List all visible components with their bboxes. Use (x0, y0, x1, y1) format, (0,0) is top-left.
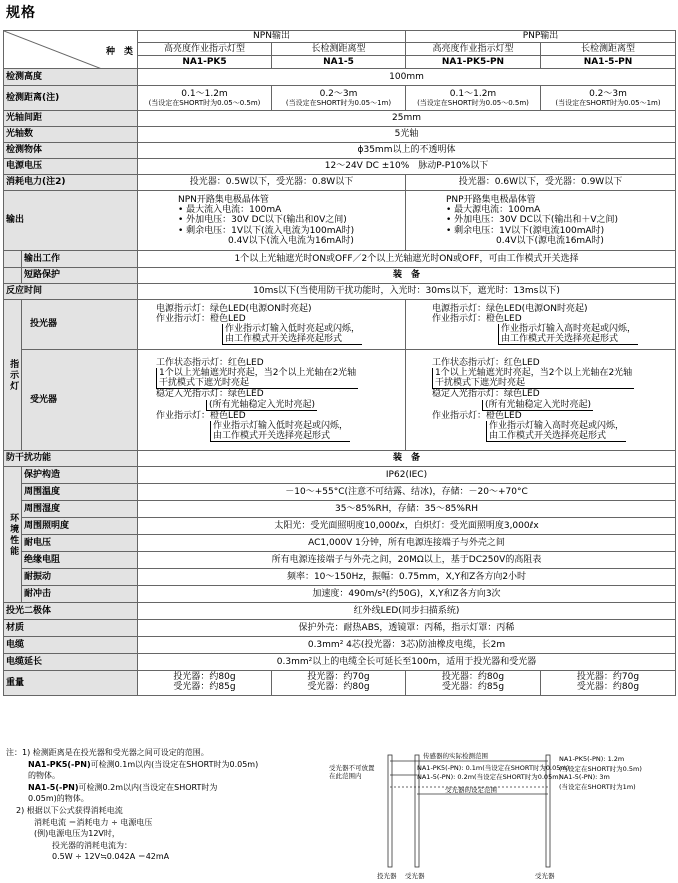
receiver-pnp: 工作状态指示灯：红色LED 1个以上光轴遮光时亮起，当2个以上光轴在2光轴 干扰模式下遮光时亮起 稳定入光指示灯：绿色LED (所有光轴稳定入光时亮起) 作业指示灯：橙色LED 作业指示灯输入高时亮起或闪烁， 由工作模式开关选择亮起形式 (406, 350, 676, 451)
type-long-1: 长检测距离型 (272, 43, 406, 56)
row-cable-value: 0.3mm² 4芯(投光器：3芯)防油橡皮电缆，长2m (138, 637, 676, 654)
power-npn: 投光器：0.5W以下，受光器：0.8W以下 (138, 175, 406, 191)
env-vibration-value: 频率：10～150Hz，振幅：0.75mm，X,Y和Z各方向2小时 (138, 569, 676, 586)
env-insulation-value: 所有电源连接端子与外壳之间，20MΩ以上，基于DC250V的高阻表 (138, 552, 676, 569)
weight-3: 投光器：约80g 受光器：约85g (406, 671, 541, 696)
npn-header: NPN输出 (138, 31, 406, 43)
row-material-value: 保护外壳：耐热ABS，透镜罩：丙稀，指示灯罩：丙稀 (138, 620, 676, 637)
env-insulation-label: 绝缘电阻 (22, 552, 138, 569)
env-humid-value: 35～85%RH，存储：35～85%RH (138, 501, 676, 518)
pnp-header: PNP输出 (406, 31, 676, 43)
row-short-value: 装 备 (138, 268, 676, 284)
model-4: NA1-5-PN (541, 56, 676, 69)
env-shock-value: 加速度：490m/s²(约50G)，X,Y和Z各方向3次 (138, 586, 676, 603)
emitter-pnp: 电源指示灯：绿色LED(电源ON时亮起) 作业指示灯：橙色LED 作业指示灯输入高时亮起或闪烁， 由工作模式开关选择亮起形式 (406, 300, 676, 350)
row-power-label: 消耗电力(注2) (4, 175, 138, 191)
row-object-label: 检测物体 (4, 143, 138, 159)
env-temp-value: －10～+55°C(注意不可结露、结冰)，存储：－20～+70°C (138, 484, 676, 501)
row-response-value: 10ms以下(当使用防干扰功能时，入光时：30ms以下，遮光时：13ms以下) (138, 284, 676, 300)
row-cable-label: 电缆 (4, 637, 138, 654)
page-title: 规格 (6, 5, 36, 21)
type-hb-1: 高亮度作业指示灯型 (138, 43, 272, 56)
row-axes-value: 5光轴 (138, 127, 676, 143)
emitter-npn: 电源指示灯：绿色LED(电源ON时亮起) 作业指示灯：橙色LED 作业指示灯输入低时亮起或闪烁， 由工作模式开关选择亮起形式 (138, 300, 406, 350)
header-corner (4, 31, 138, 69)
row-weight-label: 重量 (4, 671, 138, 696)
spec-table (3, 30, 676, 696)
output-pnp: PNP开路集电极晶体管 • 最大源电流：100mA • 外加电压：30V DC以下(输出和＋V之间) • 剩余电压：1V以下(源电流100mA时) 0.4V以下(源电流16mA时) (406, 191, 676, 251)
env-withstand-label: 耐电压 (22, 535, 138, 552)
row-axes-label: 光轴数 (4, 127, 138, 143)
model-3: NA1-PK5-PN (406, 56, 541, 69)
row-led-label: 投光二极体 (4, 603, 138, 620)
env-humid-label: 周围湿度 (22, 501, 138, 518)
distance-1: 0.1～1.2m (当设定在SHORT时为0.05～0.5m) (138, 86, 272, 111)
row-interference-label: 防干扰功能 (4, 451, 138, 467)
output-spacer-2 (4, 268, 22, 284)
type-hb-2: 高亮度作业指示灯型 (406, 43, 541, 56)
output-npn: NPN开路集电极晶体管 • 最大流入电流：100mA • 外加电压：30V DC以下(输出和0V之间) • 剩余电压：1V以下(流入电流为100mA时) 0.4V以下(流入电流为16mA时) (138, 191, 406, 251)
weight-2: 投光器：约70g 受光器：约80g (272, 671, 406, 696)
range-diagram: 受光器不可放置 在此范围内 传感器的实际检测范围 NA1-PK5(-PN): 0.1m(当设定在SHORT时为0.05m) NA1-5(-PN): 0.2m(当设定在SHORT时为0.05m) 受光器的设定范围 NA1-PK5(-PN): 1.2m (当设定在SHORT时为0.5m) NA1-5(-PN): 3m (当设定在SHORT时为1m) 投光器 受光器 受光器 (325, 747, 675, 883)
row-output-label: 输出 (4, 191, 138, 251)
distance-3: 0.1～1.2m (当设定在SHORT时为0.05～0.5m) (406, 86, 541, 111)
row-response-label: 反应时间 (4, 284, 138, 300)
row-op-label: 输出工作 (22, 251, 138, 268)
env-shock-label: 耐冲击 (22, 586, 138, 603)
output-spacer (4, 251, 22, 268)
row-height-value: 100mm (138, 69, 676, 86)
env-light-label: 周围照明度 (22, 518, 138, 535)
env-group-label: 环境性能 (4, 467, 22, 603)
weight-1: 投光器：约80g 受光器：约85g (138, 671, 272, 696)
row-distance-label: 检测距离(注) (4, 86, 138, 111)
distance-4: 0.2～3m (当设定在SHORT时为0.05～1m) (541, 86, 676, 111)
env-light-value: 太阳光：受光面照明度10,000ℓx，白炽灯：受光面照明度3,000ℓx (138, 518, 676, 535)
row-interference-value: 装 备 (138, 451, 676, 467)
row-pitch-value: 25mm (138, 111, 676, 127)
row-voltage-label: 电源电压 (4, 159, 138, 175)
row-ext-value: 0.3mm²以上的电缆全长可延长至100m，适用于投光器和受光器 (138, 654, 676, 671)
row-voltage-value: 12～24V DC ±10% 脉动P-P10%以下 (138, 159, 676, 175)
env-protect-label: 保护构造 (22, 467, 138, 484)
row-height-label: 检测高度 (4, 69, 138, 86)
row-pitch-label: 光轴间距 (4, 111, 138, 127)
distance-2: 0.2～3m (当设定在SHORT时为0.05～1m) (272, 86, 406, 111)
row-material-label: 材质 (4, 620, 138, 637)
row-object-value: ϕ35mm以上的不透明体 (138, 143, 676, 159)
emitter-label: 投光器 (22, 300, 138, 350)
row-op-value: 1个以上光轴遮光时ON或OFF／2个以上光轴遮光时ON或OFF，可由工作模式开关选择 (138, 251, 676, 268)
indicator-group-label: 指示灯 (4, 300, 22, 451)
notes: 注：1) 检测距离是在投光器和受光器之间可设定的范围。 NA1-PK5(-PN)可检测0.1m以内(当设定在SHORT时为0.05m) 的物体。 NA1-5(-PN)可检测0.2m以内(当设定在SHORT时为 0.05m)的物体。 2) 根据以下公式获得消耗电流 消耗电流 ＝消耗电力 ÷ 电源电压 (例)电源电压为12V时， 投光器的消耗电流为： 0.5W ÷ 12V≒0.042A ＝42mA (6, 748, 259, 862)
receiver-label: 受光器 (22, 350, 138, 451)
env-protect-value: IP62(IEC) (138, 467, 676, 484)
env-vibration-label: 耐振动 (22, 569, 138, 586)
model-2: NA1-5 (272, 56, 406, 69)
type-long-2: 长检测距离型 (541, 43, 676, 56)
model-1: NA1-PK5 (138, 56, 272, 69)
env-withstand-value: AC1,000V 1分钟，所有电源连接端子与外壳之间 (138, 535, 676, 552)
weight-4: 投光器：约70g 受光器：约80g (541, 671, 676, 696)
kind-label: 种 类 (105, 47, 133, 57)
env-temp-label: 周围温度 (22, 484, 138, 501)
receiver-npn: 工作状态指示灯：红色LED 1个以上光轴遮光时亮起，当2个以上光轴在2光轴 干扰模式下遮光时亮起 稳定入光指示灯：绿色LED (所有光轴稳定入光时亮起) 作业指示灯：橙色LED 作业指示灯输入低时亮起或闪烁， 由工作模式开关选择亮起形式 (138, 350, 406, 451)
row-short-label: 短路保护 (22, 268, 138, 284)
power-pnp: 投光器：0.6W以下，受光器：0.9W以下 (406, 175, 676, 191)
row-ext-label: 电缆延长 (4, 654, 138, 671)
row-led-value: 红外线LED(同步扫描系统) (138, 603, 676, 620)
